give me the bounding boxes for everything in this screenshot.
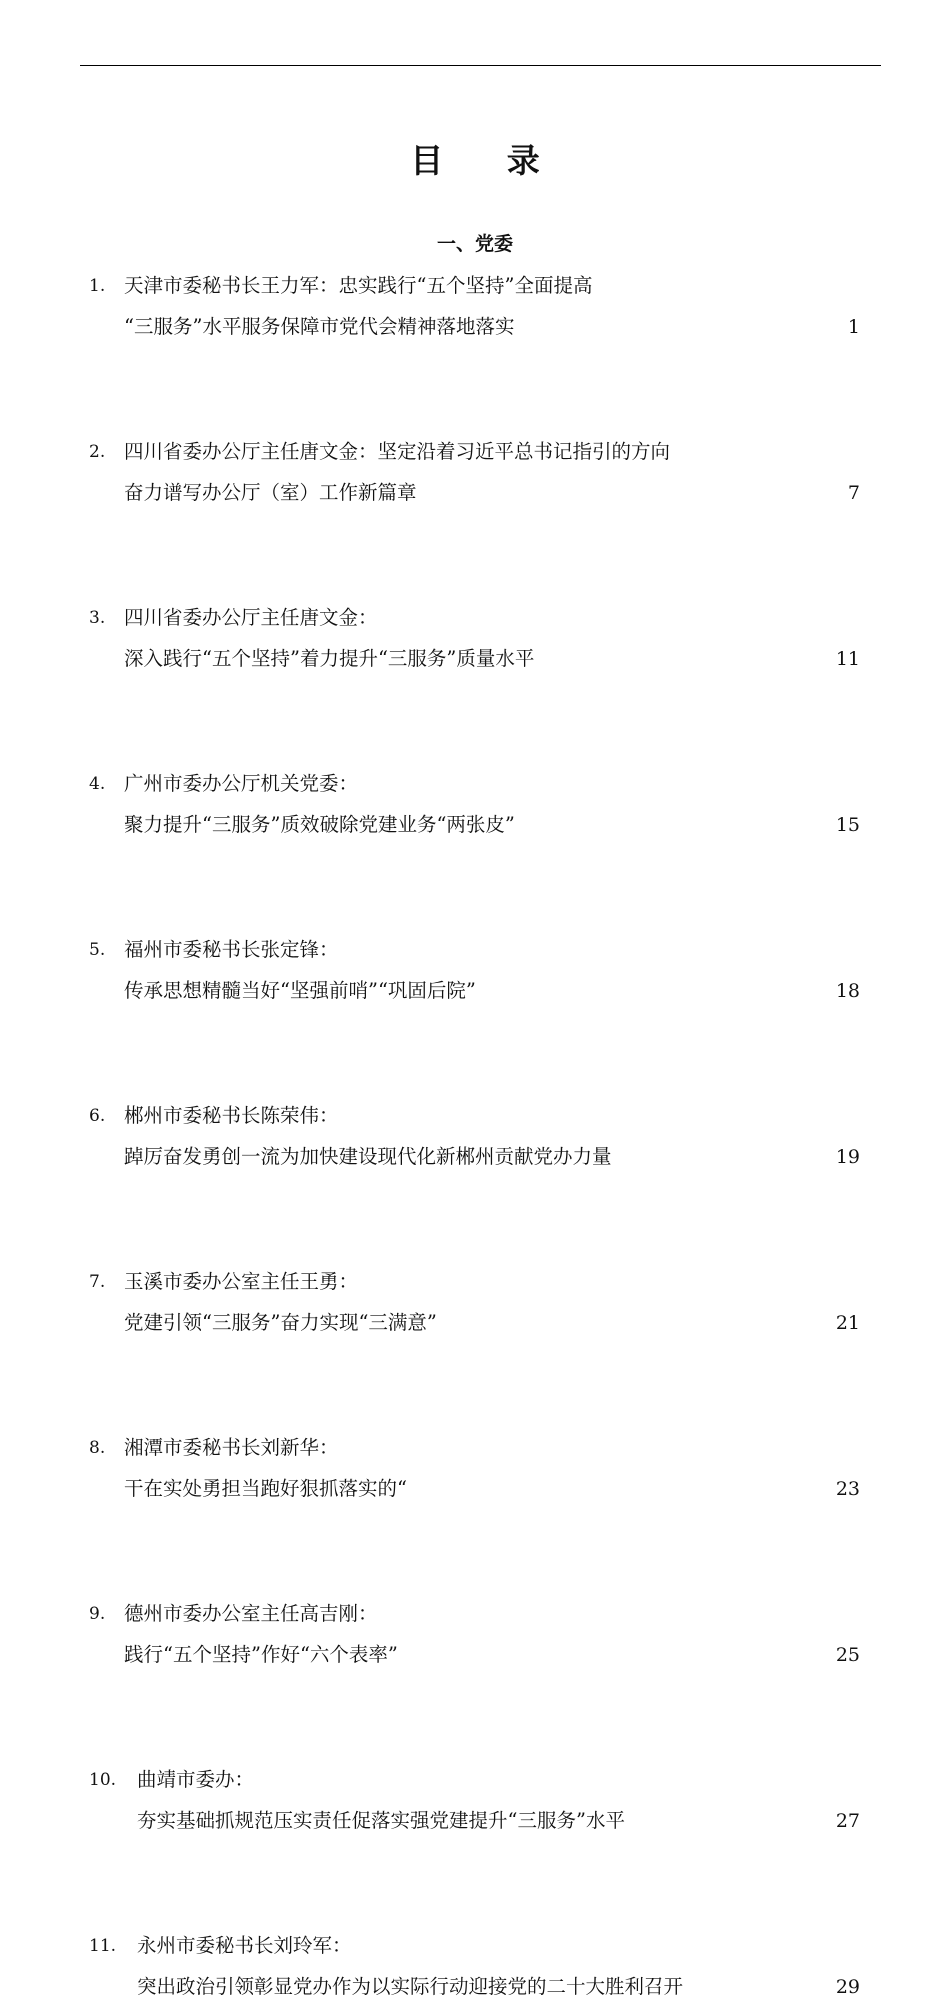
entry-number: 4.	[89, 774, 106, 794]
toc-entry-3[interactable]	[0, 598, 950, 764]
header-rule	[80, 65, 881, 66]
entry-page-number: 11	[835, 648, 860, 670]
entry-title-line1: 福州市委秘书长张定锋：	[124, 938, 339, 961]
toc-entry-7[interactable]	[0, 1262, 950, 1428]
entry-number: 5.	[89, 940, 106, 960]
entry-number: 8.	[89, 1438, 106, 1458]
entry-page-number: 21	[835, 1312, 860, 1334]
entry-title-line2: 干在实处勇担当跑好狠抓落实的“	[124, 1477, 407, 1500]
entry-page-number: 1	[847, 316, 860, 338]
entry-number: 7.	[89, 1272, 106, 1292]
entry-page-number: 15	[835, 814, 860, 836]
toc-entry-8[interactable]	[0, 1428, 950, 1594]
entry-title-line1: 广州市委办公厅机关党委：	[124, 772, 359, 795]
entry-title-line2: 夯实基础抓规范压实责任促落实强党建提升“三服务”水平	[137, 1809, 625, 1832]
entry-title-line1: 天津市委秘书长王力军：忠实践行“五个坚持”全面提高	[124, 274, 593, 297]
entry-title-line1: 湘潭市委秘书长刘新华：	[124, 1436, 339, 1459]
entry-number: 9.	[89, 1604, 106, 1624]
entry-title-line2: 党建引领“三服务”奋力实现“三满意”	[124, 1311, 437, 1334]
entry-title-line2: 传承思想精髓当好“坚强前哨”“巩固后院”	[124, 979, 476, 1002]
entry-title-line2: “三服务”水平服务保障市党代会精神落地落实	[124, 315, 515, 338]
toc-entry-6[interactable]	[0, 1096, 950, 1262]
entry-number: 3.	[89, 608, 106, 628]
entry-title-line2: 突出政治引领彰显党办作为以实际行动迎接党的二十大胜利召开	[137, 1975, 684, 1998]
entry-number: 2.	[89, 442, 106, 462]
entry-page-number: 19	[835, 1146, 860, 1168]
entry-title-line1: 四川省委办公厅主任唐文金：	[124, 606, 378, 629]
entry-title-line2: 踔厉奋发勇创一流为加快建设现代化新郴州贡献党办力量	[124, 1145, 612, 1168]
section-heading: 一、党委	[436, 233, 513, 255]
toc-entry-10[interactable]	[0, 1760, 950, 1926]
entry-title-line1: 曲靖市委办：	[137, 1768, 255, 1791]
entry-title-line2: 践行“五个坚持”作好“六个表率”	[124, 1643, 398, 1666]
entry-title-line2: 奋力谱写办公厅（室）工作新篇章	[124, 481, 417, 504]
entry-number: 6.	[89, 1106, 106, 1126]
entry-page-number: 23	[835, 1478, 860, 1500]
toc-list	[0, 266, 950, 2009]
entry-number: 11.	[89, 1936, 117, 1956]
entry-title-line1: 四川省委办公厅主任唐文金：坚定沿着习近平总书记指引的方向	[124, 440, 671, 463]
toc-entry-2[interactable]	[0, 432, 950, 598]
entry-number: 1.	[89, 276, 106, 296]
entry-title-line2: 深入践行“五个坚持”着力提升“三服务”质量水平	[124, 647, 535, 670]
entry-number: 10.	[89, 1770, 117, 1790]
entry-title-line1: 德州市委办公室主任高吉刚：	[124, 1602, 378, 1625]
entry-page-number: 29	[835, 1976, 860, 1998]
toc-entry-9[interactable]	[0, 1594, 950, 1760]
toc-entry-4[interactable]	[0, 764, 950, 930]
entry-page-number: 25	[835, 1644, 860, 1666]
toc-entry-1[interactable]	[0, 266, 950, 432]
toc-title: 目 录	[410, 141, 566, 180]
entry-page-number: 27	[835, 1810, 860, 1832]
entry-title-line1: 永州市委秘书长刘玲军：	[137, 1934, 352, 1957]
toc-entry-11[interactable]	[0, 1926, 950, 2009]
entry-title-line1: 郴州市委秘书长陈荣伟：	[124, 1104, 339, 1127]
toc-entry-5[interactable]	[0, 930, 950, 1096]
entry-title-line1: 玉溪市委办公室主任王勇：	[124, 1270, 359, 1293]
entry-page-number: 7	[847, 482, 860, 504]
entry-title-line2: 聚力提升“三服务”质效破除党建业务“两张皮”	[124, 813, 515, 836]
entry-page-number: 18	[835, 980, 860, 1002]
